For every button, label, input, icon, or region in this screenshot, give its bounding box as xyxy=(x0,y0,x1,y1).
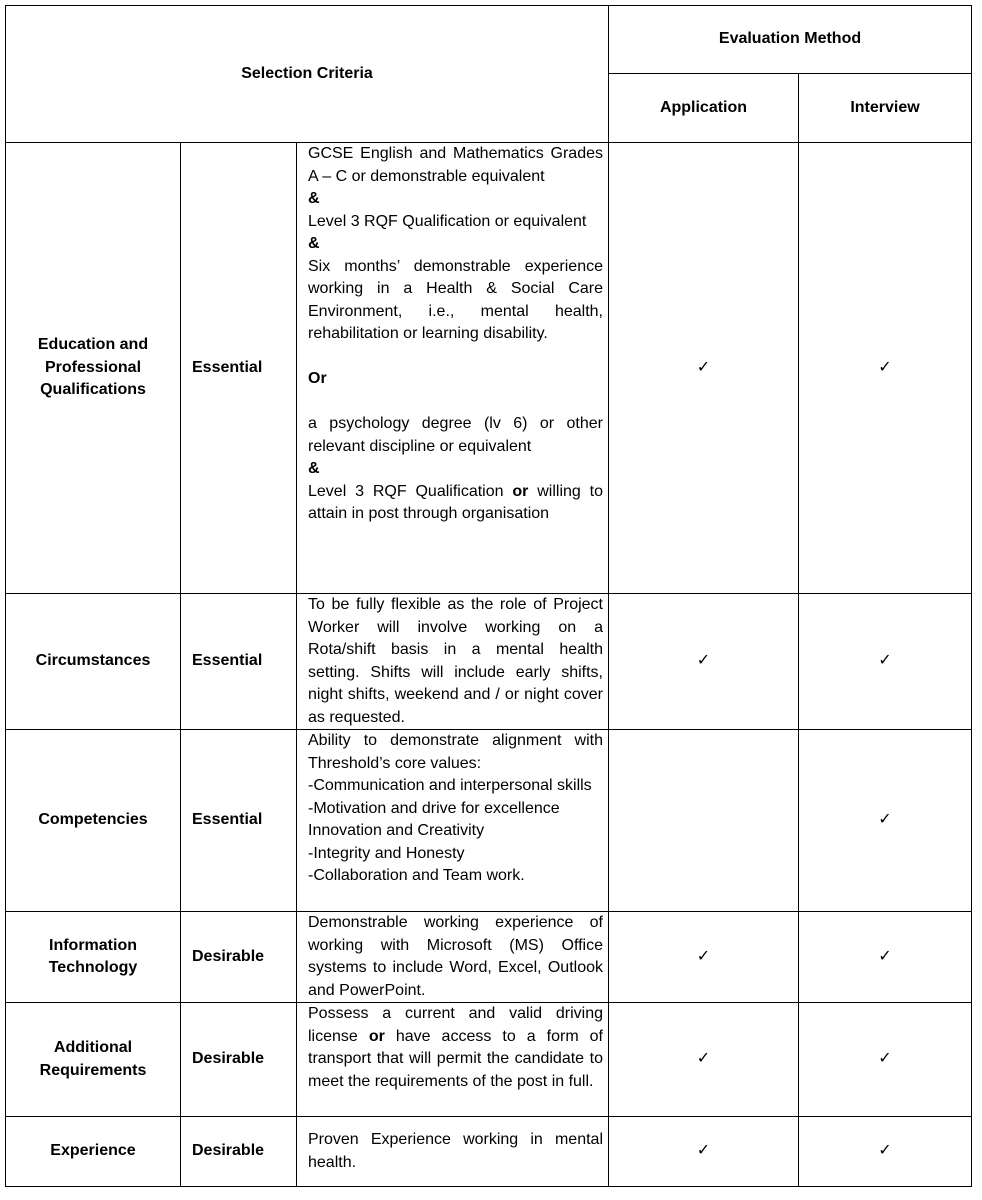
ampersand: & xyxy=(308,235,320,252)
criteria-description xyxy=(297,1003,609,1117)
criteria-description xyxy=(297,143,609,594)
description-text: Level 3 RQF Qualification or equivalent xyxy=(308,212,587,230)
table-row xyxy=(6,143,972,594)
criteria-level: Desirable xyxy=(181,1117,297,1187)
description-text: a psychology degree (lv 6) or other relevant discipline or equivalent xyxy=(308,415,603,455)
table-row xyxy=(6,1117,972,1187)
interview-check: ✓ xyxy=(799,1003,972,1117)
table-row xyxy=(6,1003,972,1117)
criteria-description: To be fully flexible as the role of Project Worker will involve working on a Rota/shift basis in a mental health setting. Shifts will include early shifts, night shifts, weekend and / or night cover as requested. xyxy=(297,594,609,730)
criteria-level: Desirable xyxy=(181,912,297,1003)
description-fragment: have access to a form of transport that will permit the candidate to meet the requirements of the post in full. xyxy=(308,1027,604,1090)
interview-check: ✓ xyxy=(799,594,972,730)
application-check xyxy=(609,730,799,912)
table-row xyxy=(6,912,972,1003)
criteria-level: Desirable xyxy=(181,1003,297,1117)
description-fragment: Level 3 RQF Qualification xyxy=(308,482,513,500)
criteria-category: Education and Professional Qualifications xyxy=(6,143,181,594)
evaluation-method-header: Evaluation Method xyxy=(609,6,972,74)
application-check: ✓ xyxy=(609,1003,799,1117)
application-check: ✓ xyxy=(609,912,799,1003)
description-text: -Integrity and Honesty xyxy=(308,844,465,862)
table-row xyxy=(6,594,972,730)
criteria-level: Essential xyxy=(181,730,297,912)
criteria-category: Experience xyxy=(6,1117,181,1187)
criteria-level: Essential xyxy=(181,594,297,730)
application-header: Application xyxy=(609,74,799,143)
interview-check: ✓ xyxy=(799,1117,972,1187)
description-text xyxy=(308,481,603,526)
criteria-description: Demonstrable working experience of working with Microsoft (MS) Office systems to include Word, Excel, Outlook and PowerPoint. xyxy=(297,912,609,1003)
interview-check: ✓ xyxy=(799,143,972,594)
ampersand: & xyxy=(308,190,320,207)
criteria-description xyxy=(297,730,609,912)
description-emphasis: or xyxy=(512,482,529,500)
criteria-category: Competencies xyxy=(6,730,181,912)
description-text: -Collaboration and Team work. xyxy=(308,867,525,884)
selection-criteria-header: Selection Criteria xyxy=(6,6,609,143)
application-check: ✓ xyxy=(609,143,799,594)
criteria-level: Essential xyxy=(181,143,297,594)
or-separator: Or xyxy=(308,370,327,387)
criteria-description: Proven Experience working in mental health. xyxy=(297,1117,609,1187)
interview-check: ✓ xyxy=(799,912,972,1003)
description-text: Ability to demonstrate alignment with Threshold’s core values: xyxy=(308,732,603,772)
description-text: GCSE English and Mathematics Grades A – C or demonstrable equivalent xyxy=(308,145,603,185)
criteria-category: Additional Requirements xyxy=(6,1003,181,1117)
description-text: -Communication and interpersonal skills xyxy=(308,777,592,794)
person-specification-table xyxy=(5,5,972,1187)
description-text: -Motivation and drive for excellence xyxy=(308,799,560,817)
application-check: ✓ xyxy=(609,1117,799,1187)
header-row xyxy=(6,6,972,74)
description-text: Innovation and Creativity xyxy=(308,822,485,839)
interview-check: ✓ xyxy=(799,730,972,912)
description-fragment: willing to attain in post through organisation xyxy=(308,482,603,522)
criteria-category: Circumstances xyxy=(6,594,181,730)
interview-header: Interview xyxy=(799,74,972,143)
ampersand: & xyxy=(308,460,320,477)
table-row xyxy=(6,730,972,912)
application-check: ✓ xyxy=(609,594,799,730)
description-text: Six months’ demonstrable experience working in a Health & Social Care Environment, i.e., mental health, rehabilitation or learning disability. xyxy=(308,257,603,342)
criteria-category: Information Technology xyxy=(6,912,181,1003)
description-emphasis: or xyxy=(368,1027,385,1045)
description-fragment: Possess a current and valid driving license xyxy=(308,1005,603,1045)
